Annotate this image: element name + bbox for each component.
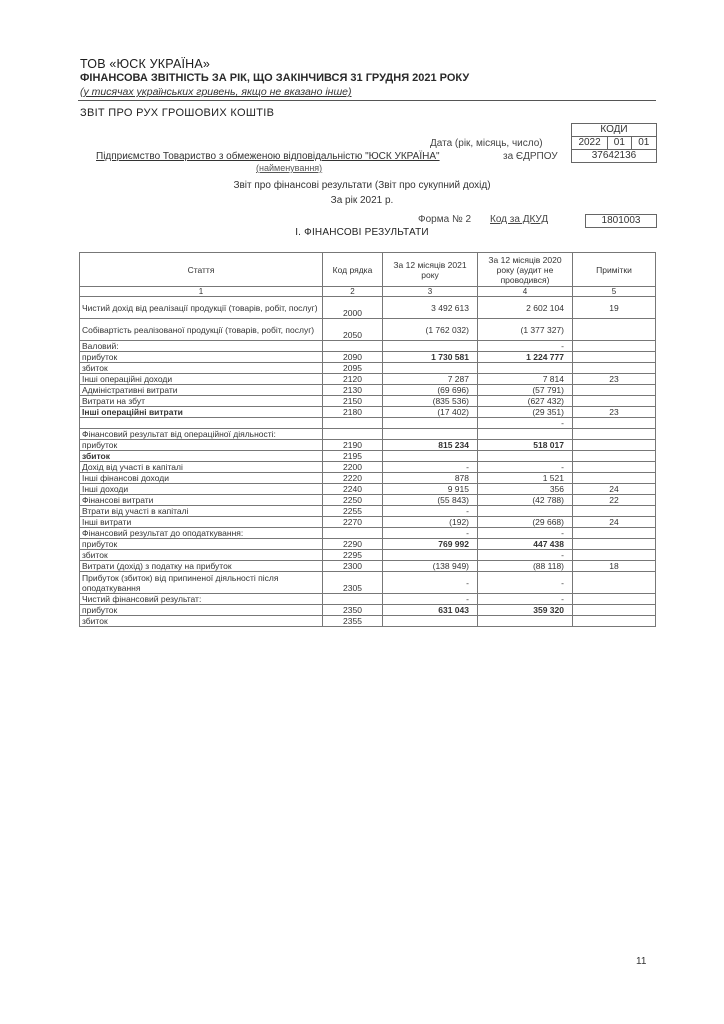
row-value-2021: 3 492 613 [383, 297, 478, 319]
row-code: 2130 [323, 385, 383, 396]
row-article: Інші операційні витрати [80, 407, 323, 418]
header-article: Стаття [80, 253, 323, 287]
row-value-2020: (57 791) [478, 385, 573, 396]
row-note [573, 605, 656, 616]
row-value-2020 [478, 429, 573, 440]
row-note [573, 462, 656, 473]
row-article: прибуток [80, 539, 323, 550]
row-value-2021: - [383, 462, 478, 473]
table-row [80, 539, 656, 550]
table-row [80, 506, 656, 517]
row-value-2020: 7 814 [478, 374, 573, 385]
row-code: 2305 [323, 572, 383, 594]
row-value-2020: (29 351) [478, 407, 573, 418]
table-row [80, 440, 656, 451]
row-value-2020 [478, 506, 573, 517]
table-row [80, 484, 656, 495]
row-note [573, 528, 656, 539]
table-row [80, 319, 656, 341]
row-value-2020 [478, 363, 573, 374]
header-2021: За 12 місяців 2021 року [383, 253, 478, 287]
row-value-2021: (1 762 032) [383, 319, 478, 341]
row-value-2020: 447 438 [478, 539, 573, 550]
row-value-2020: - [478, 594, 573, 605]
row-value-2021: (69 696) [383, 385, 478, 396]
row-note [573, 363, 656, 374]
table-row [80, 605, 656, 616]
codes-edrpou: 37642136 [591, 150, 637, 161]
row-article: Інші фінансові доходи [80, 473, 323, 484]
row-value-2021: - [383, 506, 478, 517]
header-2020: За 12 місяців 2020 року (аудит не проводився) [478, 253, 573, 287]
row-value-2020: - [478, 418, 573, 429]
codes-label: КОДИ [600, 124, 628, 135]
row-article: Чистий фінансовий результат: [80, 594, 323, 605]
company-name: ТОВ «ЮСК УКРАЇНА» [80, 57, 211, 71]
table-row [80, 462, 656, 473]
page-number: 11 [636, 956, 647, 967]
table-row [80, 385, 656, 396]
row-value-2020: 518 017 [478, 440, 573, 451]
row-value-2021: (17 402) [383, 407, 478, 418]
table-row [80, 418, 656, 429]
row-value-2021 [383, 341, 478, 352]
header-notes: Примітки [573, 253, 656, 287]
table-row [80, 517, 656, 528]
row-code: 2240 [323, 484, 383, 495]
table-row [80, 572, 656, 594]
header-code: Код рядка [323, 253, 383, 287]
row-code: 2350 [323, 605, 383, 616]
row-note [573, 594, 656, 605]
row-article: Валовий: [80, 341, 323, 352]
row-article: збиток [80, 363, 323, 374]
row-value-2021: 815 234 [383, 440, 478, 451]
row-note [573, 341, 656, 352]
row-value-2021: (192) [383, 517, 478, 528]
row-article: Втрати від участі в капіталі [80, 506, 323, 517]
report-subtitle: Звіт про фінансові результати (Звіт про сукупний дохід) [233, 180, 491, 191]
row-article: прибуток [80, 605, 323, 616]
row-article: збиток [80, 616, 323, 627]
row-code: 2120 [323, 374, 383, 385]
report-period: За рік 2021 р. [330, 195, 394, 206]
row-code: 2255 [323, 506, 383, 517]
row-note [573, 473, 656, 484]
row-article: Інші доходи [80, 484, 323, 495]
row-article: Чистий дохід від реалізації продукції (товарів, робіт, послуг) [80, 297, 323, 319]
table-row [80, 594, 656, 605]
row-code: 2090 [323, 352, 383, 363]
row-note: 22 [573, 495, 656, 506]
section-title: ЗВІТ ПРО РУХ ГРОШОВИХ КОШТІВ [80, 107, 275, 119]
row-note [573, 418, 656, 429]
row-article: Фінансовий результат від операційної діяльності: [80, 429, 323, 440]
row-article: прибуток [80, 440, 323, 451]
row-code [323, 528, 383, 539]
row-value-2021: (138 949) [383, 561, 478, 572]
row-value-2021: 9 915 [383, 484, 478, 495]
row-note: 18 [573, 561, 656, 572]
date-label: Дата (рік, місяць, число) [430, 138, 543, 149]
row-value-2021: 878 [383, 473, 478, 484]
row-article: Собівартість реалізованої продукції (товарів, робіт, послуг) [80, 319, 323, 341]
row-note: 23 [573, 374, 656, 385]
row-note [573, 319, 656, 341]
row-note [573, 352, 656, 363]
row-article: Витрати (дохід) з податку на прибуток [80, 561, 323, 572]
row-note [573, 396, 656, 407]
row-code: 2180 [323, 407, 383, 418]
row-article: Інші витрати [80, 517, 323, 528]
row-article: Фінансові витрати [80, 495, 323, 506]
row-note: 23 [573, 407, 656, 418]
row-article: Прибуток (збиток) від припиненої діяльності після оподаткування [80, 572, 323, 594]
row-note [573, 572, 656, 594]
table-row [80, 396, 656, 407]
row-value-2020: (29 668) [478, 517, 573, 528]
row-note: 24 [573, 484, 656, 495]
col-number: 4 [478, 287, 573, 297]
row-article: збиток [80, 451, 323, 462]
row-value-2020: 1 224 777 [478, 352, 573, 363]
table-row [80, 407, 656, 418]
row-article: прибуток [80, 352, 323, 363]
row-value-2020: 2 602 104 [478, 297, 573, 319]
row-note: 24 [573, 517, 656, 528]
form-number: Форма № 2 [418, 214, 472, 225]
col-number: 1 [80, 287, 323, 297]
row-value-2020: (627 432) [478, 396, 573, 407]
row-note [573, 616, 656, 627]
row-code [323, 418, 383, 429]
row-code: 2220 [323, 473, 383, 484]
row-value-2021: - [383, 594, 478, 605]
row-value-2020: - [478, 341, 573, 352]
row-note: 19 [573, 297, 656, 319]
row-article: Інші операційні доходи [80, 374, 323, 385]
row-value-2020 [478, 616, 573, 627]
row-code: 2000 [323, 297, 383, 319]
row-value-2021 [383, 429, 478, 440]
table-row [80, 363, 656, 374]
section-heading: І. ФІНАНСОВІ РЕЗУЛЬТАТИ [295, 227, 429, 238]
row-article: Дохід від участі в капіталі [80, 462, 323, 473]
row-code [323, 594, 383, 605]
row-code: 2095 [323, 363, 383, 374]
row-note [573, 440, 656, 451]
enterprise-hint: (найменування) [256, 163, 323, 173]
row-code: 2200 [323, 462, 383, 473]
row-value-2021 [383, 550, 478, 561]
header-divider [78, 100, 656, 101]
row-code [323, 341, 383, 352]
row-value-2020: - [478, 528, 573, 539]
table-row [80, 561, 656, 572]
row-value-2020: 359 320 [478, 605, 573, 616]
row-value-2020: 1 521 [478, 473, 573, 484]
row-value-2021: (835 536) [383, 396, 478, 407]
table-row [80, 341, 656, 352]
table-row [80, 451, 656, 462]
row-code: 2050 [323, 319, 383, 341]
report-title: ФІНАНСОВА ЗВІТНІСТЬ ЗА РІК, ЩО ЗАКІНЧИВСЯ 31 ГРУДНЯ 2021 РОКУ [80, 72, 470, 84]
row-code: 2355 [323, 616, 383, 627]
row-value-2020: (42 788) [478, 495, 573, 506]
row-code: 2190 [323, 440, 383, 451]
units-note: (у тисячах українських гривень, якщо не вказано інше) [80, 86, 352, 98]
row-code: 2250 [323, 495, 383, 506]
row-value-2020: - [478, 572, 573, 594]
table-row [80, 473, 656, 484]
table-row [80, 495, 656, 506]
row-code: 2290 [323, 539, 383, 550]
row-note [573, 506, 656, 517]
row-code: 2150 [323, 396, 383, 407]
row-note [573, 550, 656, 561]
row-value-2021: (55 843) [383, 495, 478, 506]
codes-month: 01 [608, 137, 631, 149]
row-value-2020 [478, 451, 573, 462]
row-code: 2295 [323, 550, 383, 561]
col-number: 3 [383, 287, 478, 297]
row-article [80, 418, 323, 429]
row-value-2021: 769 992 [383, 539, 478, 550]
row-value-2021: - [383, 572, 478, 594]
edrpou-label: за ЄДРПОУ [503, 151, 558, 162]
table-row [80, 429, 656, 440]
dkud-code: 1801003 [585, 214, 657, 228]
row-value-2020: - [478, 462, 573, 473]
codes-year: 2022 [572, 137, 608, 149]
row-note [573, 539, 656, 550]
row-value-2021: - [383, 528, 478, 539]
table-row [80, 352, 656, 363]
row-value-2021 [383, 616, 478, 627]
row-article: збиток [80, 550, 323, 561]
table-row [80, 528, 656, 539]
row-value-2020: (88 118) [478, 561, 573, 572]
row-note [573, 385, 656, 396]
row-article: Адміністративні витрати [80, 385, 323, 396]
codes-box [571, 123, 657, 163]
enterprise-name: Підприємство Товариство з обмеженою відповідальністю "ЮСК УКРАЇНА" [96, 151, 440, 162]
row-value-2021 [383, 418, 478, 429]
table-row [80, 616, 656, 627]
row-note [573, 451, 656, 462]
row-code: 2195 [323, 451, 383, 462]
col-number: 5 [573, 287, 656, 297]
row-value-2021 [383, 451, 478, 462]
row-value-2021: 7 287 [383, 374, 478, 385]
row-article: Фінансовий результат до оподаткування: [80, 528, 323, 539]
row-code: 2270 [323, 517, 383, 528]
financial-results-table [79, 252, 656, 627]
row-value-2020: 356 [478, 484, 573, 495]
row-value-2020: (1 377 327) [478, 319, 573, 341]
row-value-2021 [383, 363, 478, 374]
row-article: Витрати на збут [80, 396, 323, 407]
row-note [573, 429, 656, 440]
row-code [323, 429, 383, 440]
row-code: 2300 [323, 561, 383, 572]
codes-day: 01 [638, 137, 650, 148]
row-value-2020: - [478, 550, 573, 561]
table-row [80, 374, 656, 385]
table-row [80, 550, 656, 561]
table-row [80, 297, 656, 319]
row-value-2021: 1 730 581 [383, 352, 478, 363]
dkud-label: Код за ДКУД [490, 214, 549, 225]
row-value-2021: 631 043 [383, 605, 478, 616]
col-number: 2 [323, 287, 383, 297]
